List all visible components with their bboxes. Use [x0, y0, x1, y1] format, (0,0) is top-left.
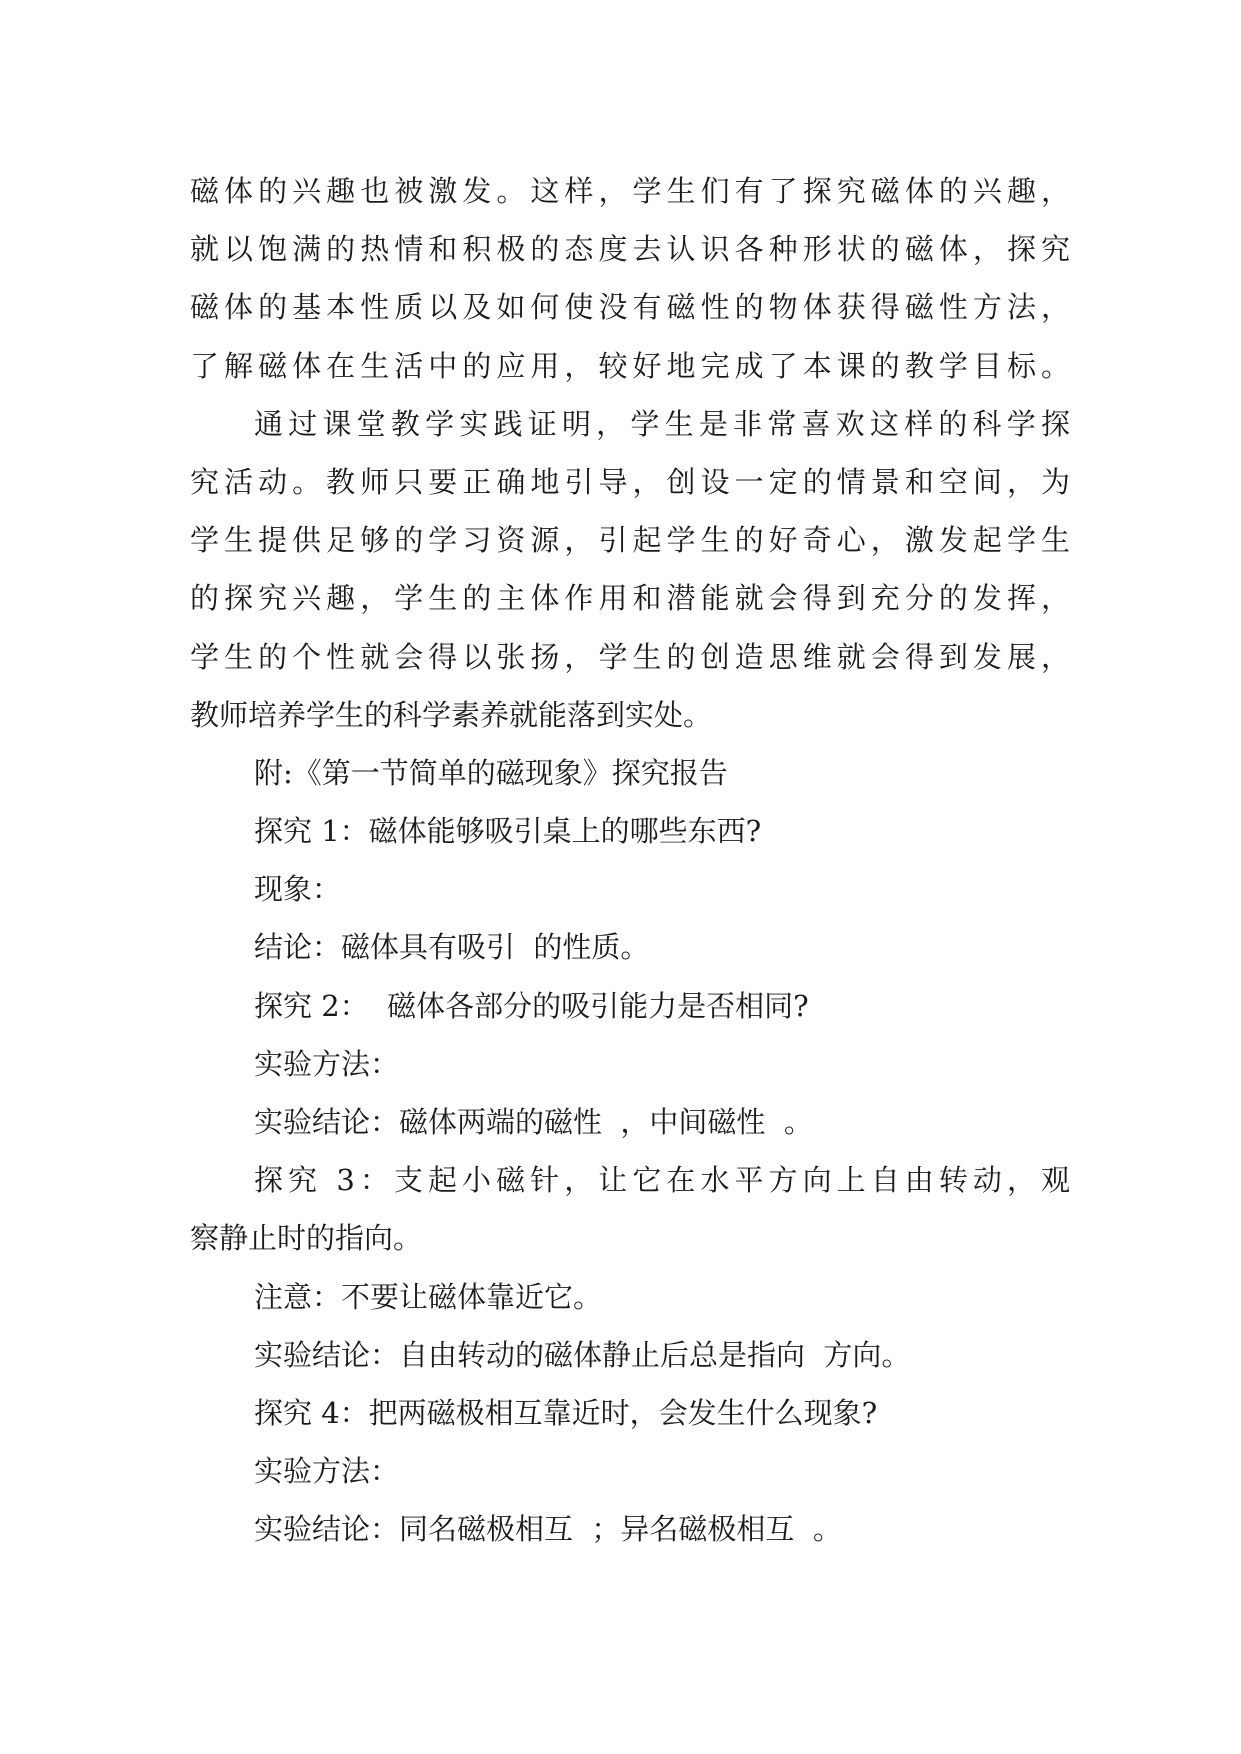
inquiry-4-method: 实验方法： [254, 1454, 400, 1489]
text-line: 就以饱满的热情和积极的态度去认识各种形状的磁体，探究 [190, 232, 1070, 267]
text-line: 究活动。教师只要正确地引导，创设一定的情景和空间，为 [190, 464, 1070, 499]
inquiry-1-conclusion: 结论：磁体具有吸引 的性质。 [254, 930, 650, 965]
inquiry-4-conclusion: 实验结论：同名磁极相互 ；异名磁极相互 。 [254, 1512, 842, 1547]
inquiry-3-conclusion: 实验结论：自由转动的磁体静止后总是指向 方向。 [254, 1337, 911, 1372]
inquiry-2-conclusion: 实验结论：磁体两端的磁性 ，中间磁性 。 [254, 1105, 813, 1139]
text-line: 磁体的基本性质以及如何使没有磁性的物体获得磁性方法， [190, 290, 1070, 325]
document-body [190, 162, 1070, 1559]
inquiry-report [190, 744, 1070, 1559]
text-line: 通过课堂教学实践证明，学生是非常喜欢这样的科学探 [254, 406, 1070, 441]
text-line: 教师培养学生的科学素养就能落到实处。 [190, 697, 713, 732]
text-line: 磁体的兴趣也被激发。这样，学生们有了探究磁体的兴趣， [190, 174, 1070, 208]
text-line: 学生提供足够的学习资源，引起学生的好奇心，激发起学生 [190, 523, 1070, 558]
inquiry-1-question: 探究 1：磁体能够吸引桌上的哪些东西? [254, 814, 762, 849]
inquiry-3-note: 注意：不要让磁体靠近它。 [254, 1279, 603, 1314]
inquiry-3-question: 探究 3：支起小磁针，让它在水平方向上自由转动，观 [254, 1163, 1070, 1198]
text-line: 的探究兴趣，学生的主体作用和潜能就会得到充分的发挥， [190, 581, 1070, 616]
paragraph-practice [190, 395, 1070, 744]
text-line: 学生的个性就会得以张扬，学生的创造思维就会得到发展， [190, 639, 1070, 674]
inquiry-3-question-continued: 察静止时的指向。 [190, 1221, 423, 1256]
inquiry-4-question: 探究 4：把两磁极相互靠近时，会发生什么现象? [254, 1395, 878, 1430]
paragraph-summary [190, 162, 1070, 395]
report-title: 附:《第一节简单的磁现象》探究报告 [254, 755, 728, 790]
text-line: 了解磁体在生活中的应用，较好地完成了本课的教学目标。 [190, 348, 1070, 383]
inquiry-1-phenomenon: 现象： [254, 872, 342, 907]
inquiry-2-method: 实验方法： [254, 1046, 400, 1081]
inquiry-2-question: 探究 2： 磁体各部分的吸引能力是否相同? [254, 988, 809, 1023]
